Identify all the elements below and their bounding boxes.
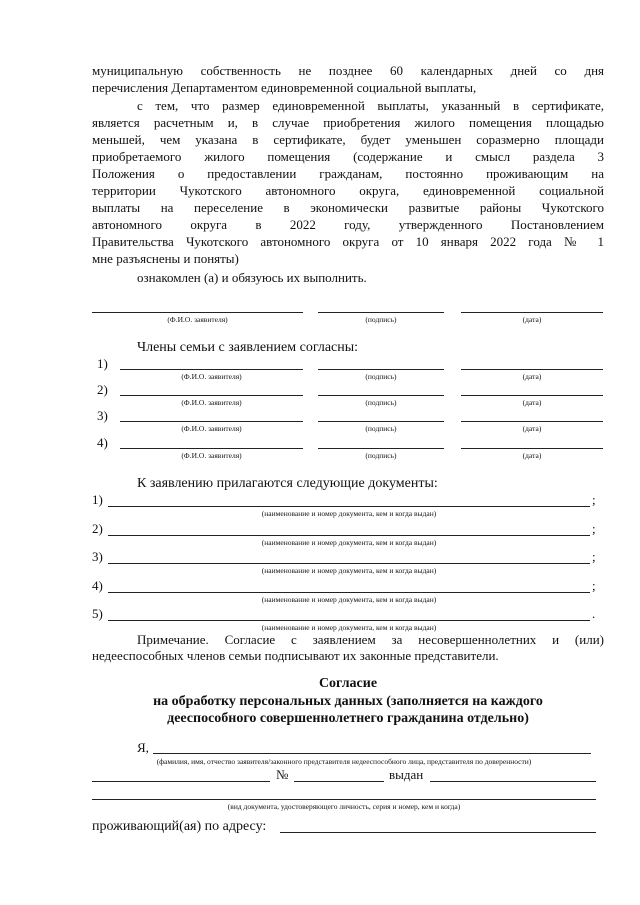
document-row-end: . — [592, 606, 596, 621]
family-fio-caption: (Ф.И.О. заявителя) — [181, 398, 242, 407]
consent-subtitle-2: дееспособного совершеннолетнего гражданина отдельно) — [167, 711, 529, 726]
family-sign-line[interactable] — [318, 448, 444, 449]
document-row-end: ; — [592, 521, 596, 536]
applicant-sign-caption: (подпись) — [365, 315, 397, 324]
document-line[interactable] — [108, 563, 590, 564]
paragraph2-line-5: Положения о предоставлении гражданам, постоянно проживающим на — [92, 166, 604, 181]
applicant-fio-line[interactable] — [92, 312, 303, 313]
document-line[interactable] — [108, 592, 590, 593]
family-date-line[interactable] — [461, 369, 603, 370]
acknowledged-text: ознакомлен (а) и обязуюсь их выполнить. — [137, 270, 367, 285]
family-fio-caption: (Ф.И.О. заявителя) — [181, 372, 242, 381]
applicant-fio-caption: (Ф.И.О. заявителя) — [167, 315, 228, 324]
family-date-line[interactable] — [461, 421, 603, 422]
family-date-caption: (дата) — [522, 398, 542, 407]
document-row-end: ; — [592, 549, 596, 564]
consent-subtitle-1: на обработку персональных данных (заполняется на каждого — [153, 694, 543, 709]
family-date-caption: (дата) — [522, 424, 542, 433]
family-row-num: 4) — [97, 435, 108, 450]
family-fio-line[interactable] — [120, 395, 303, 396]
family-sign-line[interactable] — [318, 395, 444, 396]
document-line[interactable] — [108, 506, 590, 507]
paragraph2-line-2: является расчетным и, в случае приобретения жилого помещения площадью — [92, 115, 604, 130]
document-line[interactable] — [108, 620, 590, 621]
issued-by-line[interactable] — [430, 781, 596, 782]
family-sign-line[interactable] — [318, 421, 444, 422]
paragraph1-line-1: муниципальную собственность не позднее 60 календарных дней со дня — [92, 63, 604, 78]
applicant-date-caption: (дата) — [522, 315, 542, 324]
consent-title: Согласие — [318, 676, 378, 691]
family-heading: Члены семьи с заявлением согласны: — [137, 340, 359, 355]
family-sign-caption: (подпись) — [365, 451, 397, 460]
document-line[interactable] — [108, 535, 590, 536]
paragraph1-line-2: перечисления Департаментом единовременной социальной выплаты, — [92, 80, 477, 95]
document-row-end: ; — [592, 578, 596, 593]
documents-heading: К заявлению прилагаются следующие документы: — [137, 476, 438, 491]
document-caption: (наименование и номер документа, кем и когда выдан) — [261, 538, 437, 547]
paragraph2-line-9: Правительства Чукотского автономного округа от 10 января 2022 года № 1 — [92, 234, 604, 249]
family-fio-line[interactable] — [120, 448, 303, 449]
doc-number-line[interactable] — [294, 781, 384, 782]
family-row-num: 2) — [97, 382, 108, 397]
family-fio-caption: (Ф.И.О. заявителя) — [181, 451, 242, 460]
paragraph2-line-3: меньшей, чем указана в сертификате, будет уменьшен соразмерно площади — [92, 132, 604, 147]
issued-label: выдан — [389, 767, 424, 782]
document-row-num: 3) — [92, 549, 103, 564]
number-label: № — [276, 767, 289, 782]
paragraph2-line-4: приобретаемого жилого помещения (содержание и смысл раздела 3 — [92, 149, 604, 164]
family-sign-caption: (подпись) — [365, 424, 397, 433]
paragraph2-line-10: мне разъяснены и поняты) — [92, 251, 239, 266]
document-caption: (наименование и номер документа, кем и когда выдан) — [261, 623, 437, 632]
family-date-caption: (дата) — [522, 451, 542, 460]
family-sign-caption: (подпись) — [365, 372, 397, 381]
document-row-num: 2) — [92, 521, 103, 536]
applicant-date-line[interactable] — [461, 312, 603, 313]
document-row-num: 4) — [92, 578, 103, 593]
family-date-line[interactable] — [461, 395, 603, 396]
doc-type-line[interactable] — [92, 781, 270, 782]
fio-caption: (фамилия, имя, отчество заявителя/законного представителя недееспособного лица, представителя по доверенности) — [156, 757, 532, 766]
paragraph2-line-7: выплаты на переселение в экономически развитые районы Чукотского — [92, 200, 604, 215]
fio-line[interactable] — [153, 753, 591, 754]
note-line-2: недееспособных членов семьи подписывают их законные представители. — [92, 648, 499, 663]
doc-details-line[interactable] — [92, 799, 596, 800]
family-row-num: 3) — [97, 408, 108, 423]
family-sign-line[interactable] — [318, 369, 444, 370]
family-date-line[interactable] — [461, 448, 603, 449]
family-sign-caption: (подпись) — [365, 398, 397, 407]
document-row-end: ; — [592, 492, 596, 507]
document-caption: (наименование и номер документа, кем и когда выдан) — [261, 509, 437, 518]
family-fio-caption: (Ф.И.О. заявителя) — [181, 424, 242, 433]
document-row-num: 1) — [92, 492, 103, 507]
paragraph2-line-1: с тем, что размер единовременной выплаты, указанный в сертификате, — [137, 98, 604, 113]
family-fio-line[interactable] — [120, 421, 303, 422]
address-label: проживающий(ая) по адресу: — [92, 819, 267, 834]
document-caption: (наименование и номер документа, кем и когда выдан) — [261, 566, 437, 575]
paragraph2-line-6: территории Чукотского автономного округа, единовременной социальной — [92, 183, 604, 198]
document-caption: (наименование и номер документа, кем и когда выдан) — [261, 595, 437, 604]
family-row-num: 1) — [97, 356, 108, 371]
applicant-sign-line[interactable] — [318, 312, 444, 313]
doc-caption: (вид документа, удостоверяющего личность, серия и номер, кем и когда) — [227, 802, 461, 811]
paragraph2-line-8: автономного округа в 2022 году, утвержденного Постановлением — [92, 217, 604, 232]
note-line-1: Примечание. Согласие с заявлением за несовершеннолетних и (или) — [137, 632, 604, 647]
address-line[interactable] — [280, 832, 596, 833]
family-fio-line[interactable] — [120, 369, 303, 370]
i-label: Я, — [137, 740, 149, 755]
document-row-num: 5) — [92, 606, 103, 621]
family-date-caption: (дата) — [522, 372, 542, 381]
